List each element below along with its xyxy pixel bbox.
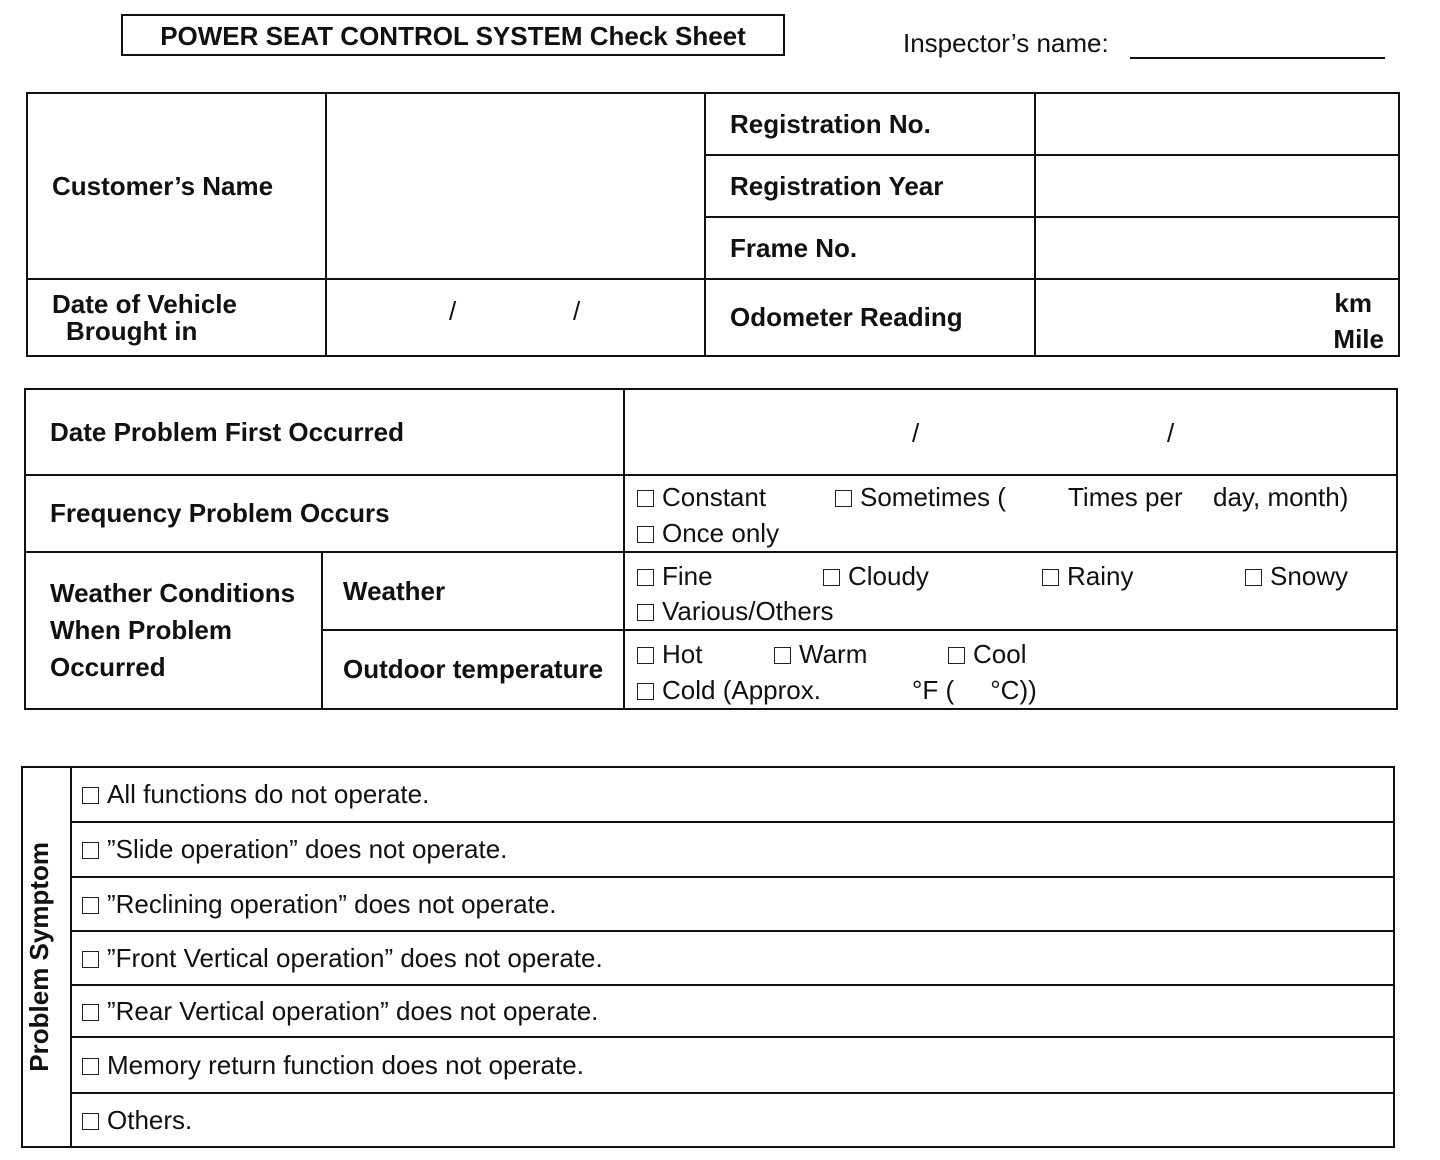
checkbox[interactable] [637, 490, 654, 507]
checkbox[interactable] [835, 490, 852, 507]
registration-year-field[interactable] [1035, 155, 1399, 217]
registration-no-label: Registration No. [705, 93, 1035, 155]
date-separator: / [573, 296, 581, 326]
symptom-label: ”Slide operation” does not operate. [107, 834, 508, 864]
symptom-label: ”Rear Vertical operation” does not operate. [107, 995, 599, 1026]
problem-symptom-label-cell [22, 767, 71, 1147]
weather-conditions-line3: Occurred [50, 652, 166, 682]
symptom-row[interactable] [71, 767, 1394, 822]
checkbox[interactable] [82, 897, 99, 914]
odometer-label: Odometer Reading [705, 279, 1035, 356]
frequency-sometimes-option[interactable]: Sometimes ( [835, 482, 1006, 513]
odometer-field[interactable] [1035, 279, 1399, 356]
date-brought-label [27, 279, 326, 356]
temperature-cool-option[interactable]: Cool [948, 639, 1026, 670]
checkbox[interactable] [774, 647, 791, 664]
weather-conditions-line1: Weather Conditions [50, 578, 296, 608]
frequency-once-option[interactable]: Once only [637, 518, 779, 549]
registration-year-label: Registration Year [705, 155, 1035, 217]
problem-symptom-table [21, 766, 1395, 1148]
checkbox[interactable] [1042, 569, 1059, 586]
symptom-label: All functions do not operate. [107, 779, 430, 809]
weather-cloudy-option[interactable]: Cloudy [823, 561, 929, 592]
date-first-occurred-label: Date Problem First Occurred [25, 389, 624, 475]
vehicle-info-table [26, 92, 1400, 357]
conditions-table [24, 388, 1398, 710]
checkbox[interactable] [637, 569, 654, 586]
temperature-cold-option[interactable]: Cold (Approx. [637, 675, 821, 706]
date-brought-label-line1: Date of Vehicle [52, 288, 237, 319]
weather-conditions-line2: When Problem [50, 615, 233, 645]
checkbox[interactable] [637, 647, 654, 664]
date-brought-label-line2: Brought in [66, 315, 198, 346]
frequency-constant-option[interactable]: Constant [637, 482, 766, 513]
checkbox[interactable] [637, 683, 654, 700]
frame-no-label: Frame No. [705, 217, 1035, 279]
symptom-label: ”Reclining operation” does not operate. [107, 888, 557, 919]
checkbox[interactable] [82, 842, 99, 859]
temperature-label: Outdoor temperature [322, 630, 624, 709]
symptom-label: Memory return function does not operate. [107, 1049, 584, 1080]
weather-various-option[interactable]: Various/Others [637, 596, 833, 627]
symptom-label: ”Front Vertical operation” does not operate. [107, 942, 603, 973]
cold-units-label: °F ( °C)) [912, 675, 1037, 705]
date-separator: / [449, 296, 457, 326]
checkbox[interactable] [82, 1004, 99, 1021]
weather-rainy-option[interactable]: Rainy [1042, 561, 1133, 592]
temperature-options [624, 630, 1397, 709]
page-title: POWER SEAT CONTROL SYSTEM Check Sheet [121, 14, 785, 56]
symptom-row[interactable] [71, 877, 1394, 931]
weather-snowy-option[interactable]: Snowy [1245, 561, 1348, 592]
date-separator: / [912, 418, 920, 448]
inspector-name-field[interactable] [1130, 57, 1385, 59]
frame-no-field[interactable] [1035, 217, 1399, 279]
checkbox[interactable] [82, 787, 99, 804]
temperature-warm-option[interactable]: Warm [774, 639, 867, 670]
weather-label: Weather [322, 552, 624, 630]
weather-conditions-label [25, 552, 322, 709]
symptom-label: Others. [107, 1104, 193, 1135]
customer-name-label: Customer’s Name [27, 93, 326, 279]
date-first-occurred-field[interactable] [624, 389, 1397, 475]
unit-km: km [1334, 288, 1372, 318]
customer-name-field[interactable] [326, 93, 705, 279]
temperature-hot-option[interactable]: Hot [637, 639, 702, 670]
checkbox[interactable] [948, 647, 965, 664]
unit-mile: Mile [1333, 324, 1384, 354]
checkbox[interactable] [637, 526, 654, 543]
weather-fine-option[interactable]: Fine [637, 561, 713, 592]
date-separator: / [1167, 418, 1175, 448]
symptom-row[interactable] [71, 1037, 1394, 1093]
day-month-label: day, month) [1213, 482, 1349, 512]
symptom-row[interactable] [71, 985, 1394, 1037]
times-per-label: Times per [1068, 482, 1183, 512]
checkbox[interactable] [823, 569, 840, 586]
weather-options [624, 552, 1397, 630]
checkbox[interactable] [1245, 569, 1262, 586]
symptom-row[interactable] [71, 1093, 1394, 1147]
checkbox[interactable] [82, 951, 99, 968]
symptom-row[interactable] [71, 931, 1394, 985]
problem-symptom-label: Problem Symptom [23, 842, 54, 1072]
registration-no-field[interactable] [1035, 93, 1399, 155]
frequency-options [624, 475, 1397, 552]
checkbox[interactable] [637, 604, 654, 621]
frequency-label: Frequency Problem Occurs [25, 475, 624, 552]
checkbox[interactable] [82, 1113, 99, 1130]
inspector-label: Inspector’s name: [903, 28, 1109, 58]
symptom-row[interactable] [71, 822, 1394, 877]
checkbox[interactable] [82, 1058, 99, 1075]
date-brought-field[interactable] [326, 279, 705, 356]
